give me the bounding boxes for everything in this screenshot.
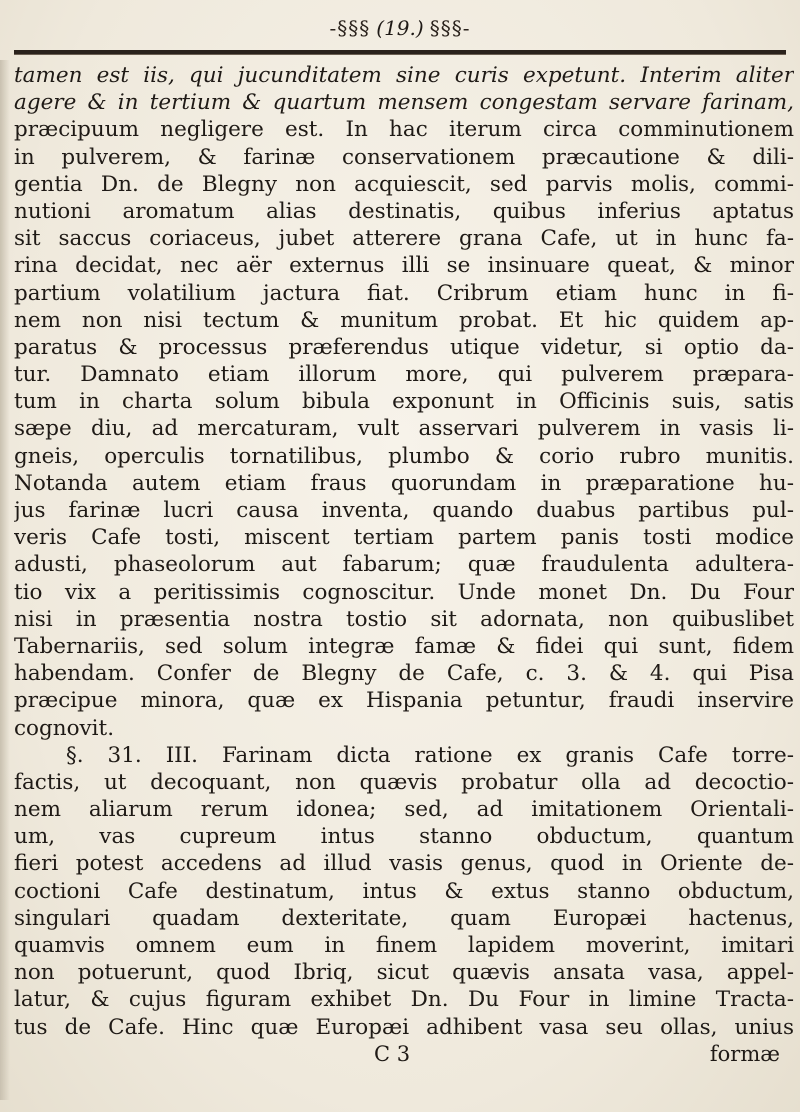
text-line: fieri potest accedens ad illud vasis genus, quod in Oriente de- [14,851,794,877]
text-line: Tabernariis, sed solum integræ famæ & fidei qui sunt, fidem [14,633,794,659]
text-line: um, vas cupreum intus stanno obductum, quantum [14,824,794,850]
text-line: quamvis omnem eum in finem lapidem moverint, imitari [14,933,794,958]
text-line: præcipuum negligere est. In hac iterum circa comminutionem [14,117,794,143]
text-line: non potuerunt, quod Ibriq, sicut quævis ansata vasa, appel- [14,960,794,986]
text-line: veris Cafe tosti, miscent tertiam partem panis tosti modice [14,525,794,551]
text-line: nem aliarum rerum idonea; sed, ad imitationem Orientali- [14,797,794,823]
text-line: factis, ut decoquant, non quævis probatur olla ad decoctio- [14,769,794,795]
text-line: sæpe diu, ad mercaturam, vult asservari pulverem in vasis li- [14,416,794,442]
text-line: cognovit. [14,715,115,741]
text-line: jus farinæ lucri causa inventa, quando duabus partibus pul- [14,498,794,523]
signature-mark: C 3 [374,1041,411,1066]
text-line: latur, & cujus figuram exhibet Dn. Du Four in limine Tracta- [14,987,794,1013]
text-line: Notanda autem etiam fraus quorundam in præparatione hu- [14,470,794,496]
text-line: agere & in tertium & quartum mensem congestam servare farinam, [14,90,794,116]
text-line: tur. Damnato etiam illorum more, qui pulverem præpara- [14,362,794,388]
header-rule [14,50,786,55]
catchword: formæ [709,1041,780,1066]
text-line: paratus & processus præferendus utique videtur, si optio da- [14,334,794,360]
text-line: tamen est iis, qui jucunditatem sine curis expetunt. Interim aliter [14,63,794,88]
text-line: adusti, phaseolorum aut fabarum; quæ fraudulenta adultera- [14,552,794,578]
text-line: singulari quadam dexteritate, quam Europæi hactenus, [14,905,794,931]
text-line: tus de Cafe. Hinc quæ Europæi adhibent vasa seu ollas, unius [14,1014,794,1040]
text-line: nutioni aromatum alias destinatis, quibus inferius aptatus [14,198,794,224]
text-line: tum in charta solum bibula exponunt in Officinis suis, satis [14,389,794,415]
text-line: tio vix a peritissimis cognoscitur. Unde monet Dn. Du Four [14,579,794,605]
text-line: habendam. Confer de Blegny de Cafe, c. 3. & 4. qui Pisa [14,661,794,687]
text-line: nisi in præsentia nostra tostio sit adornata, non quibuslibet [14,606,794,632]
text-line: in pulverem, & farinæ conservationem præcautione & dili- [14,144,794,170]
text-line: nem non nisi tectum & munitum probat. Et hic quidem ap- [14,307,794,333]
text-line: coctioni Cafe destinatum, intus & extus stanno obductum, [14,878,794,904]
text-line: præcipue minora, quæ ex Hispania petuntur, fraudi inservire [14,688,794,714]
page-footer [14,1041,794,1068]
page-header [0,8,800,48]
ornament-right: §§§- [429,16,471,40]
body-text [14,62,794,1068]
text-line: partium volatilium jactura fiat. Cribrum etiam hunc in fi- [14,280,794,306]
text-line: rina decidat, nec aër externus illi se insinuare queat, & minor [14,253,794,279]
page-edge-shadow [0,60,10,1100]
text-line: gentia Dn. de Blegny non acquiescit, sed parvis molis, commi- [14,171,794,197]
text-line: sit saccus coriaceus, jubet atterere grana Cafe, ut in hunc fa- [14,226,794,252]
page-number: (19.) [376,16,424,40]
ornament-left: -§§§ [329,16,371,40]
text-line: gneis, operculis tornatilibus, plumbo & corio rubro munitis. [14,443,794,469]
section-heading-line: §. 31. III. Farinam dicta ratione ex granis Cafe torre- [66,742,794,768]
